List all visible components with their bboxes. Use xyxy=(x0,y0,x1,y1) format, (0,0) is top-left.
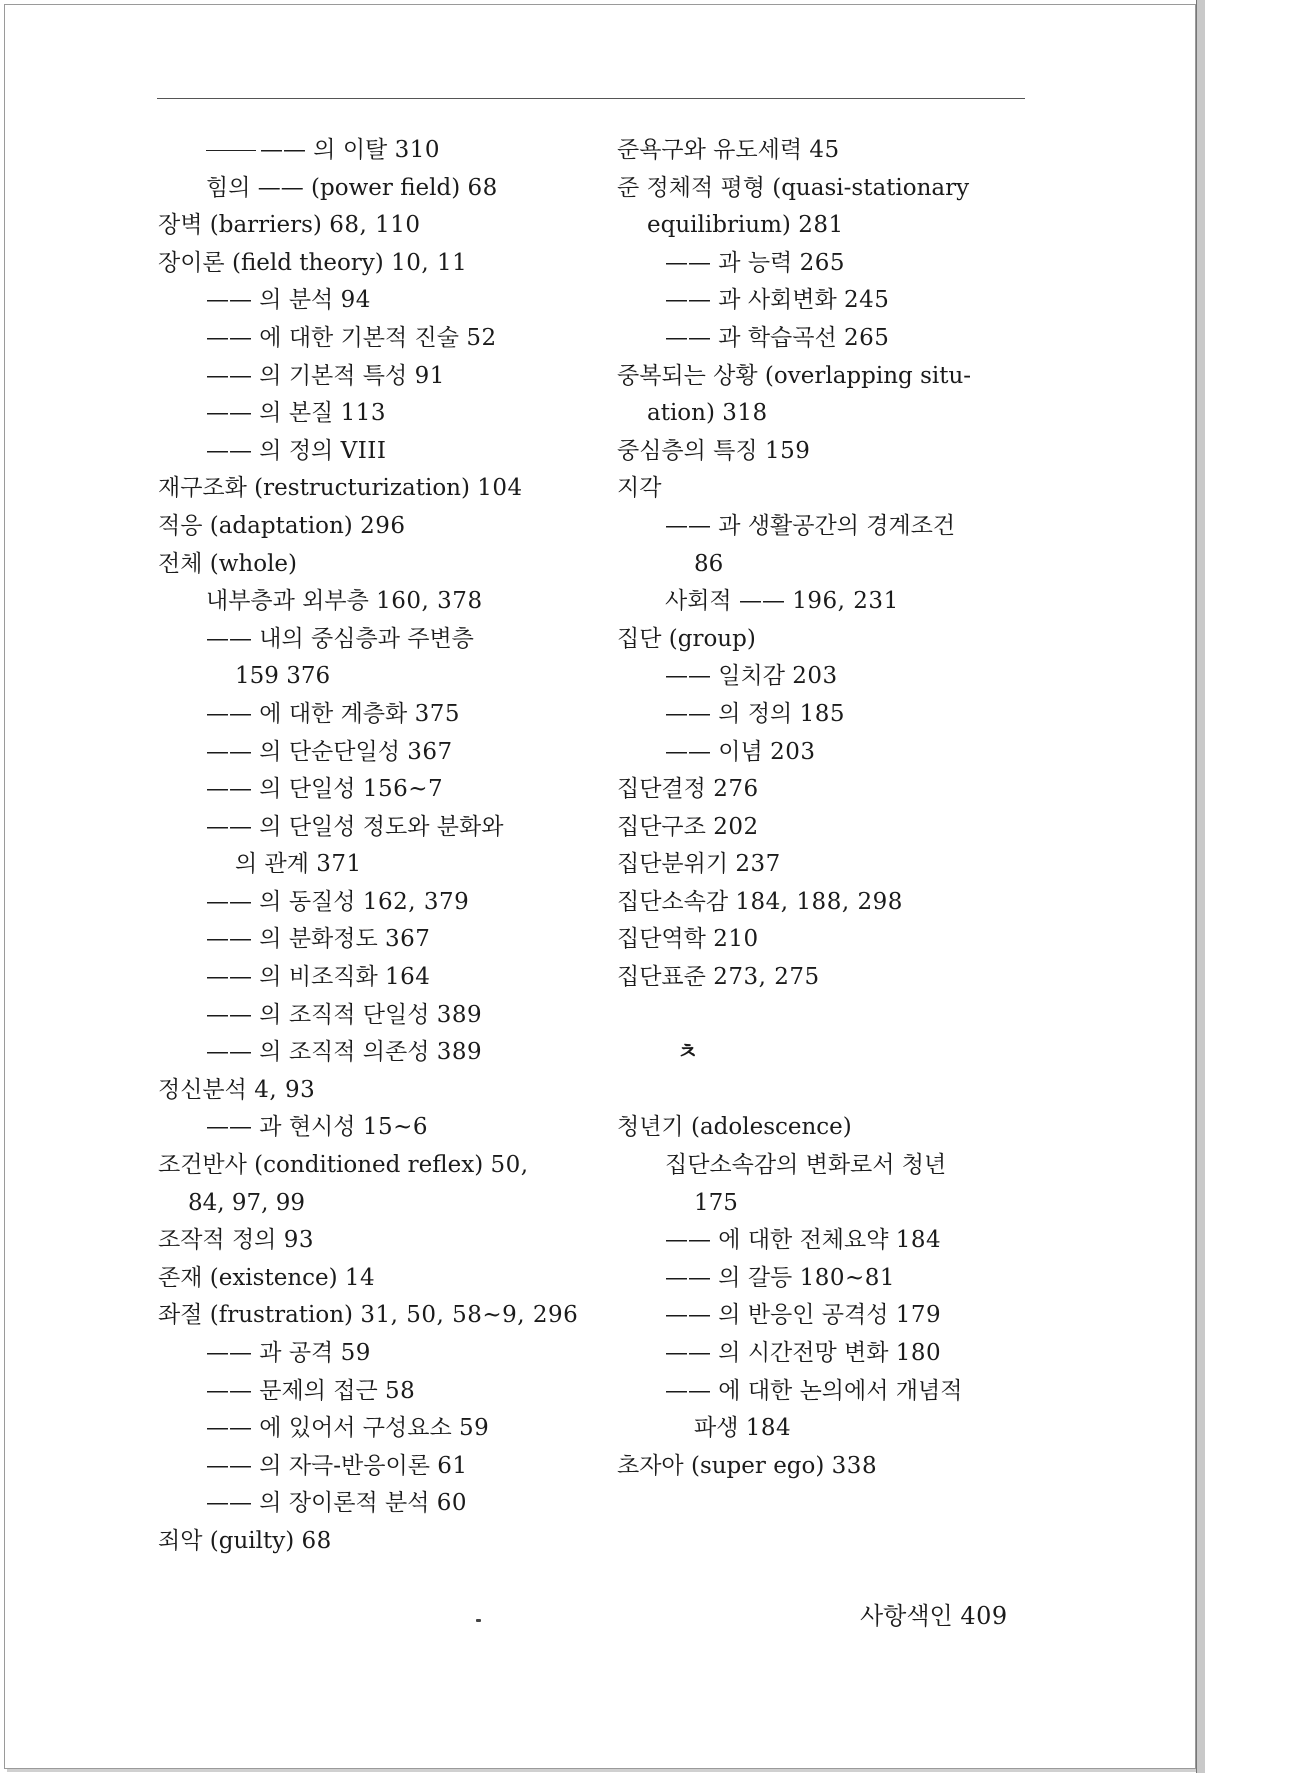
index-entry xyxy=(158,1072,578,1110)
index-entry xyxy=(617,1260,1037,1298)
entry-term: —— 과 능력 xyxy=(665,249,793,276)
entry-pages: 91 xyxy=(414,362,445,389)
entry-pages: 185 xyxy=(799,700,845,727)
index-column-left xyxy=(158,132,578,1561)
index-entry xyxy=(158,170,578,208)
index-entry xyxy=(158,583,578,621)
entry-term: equilibrium) xyxy=(647,212,791,239)
index-entry xyxy=(158,884,578,922)
entry-pages: 45 xyxy=(809,137,840,163)
entry-pages: 184 xyxy=(895,1227,942,1254)
index-entry xyxy=(617,771,1037,809)
entry-term: —— 문제의 접근 xyxy=(206,1377,378,1404)
index-entry xyxy=(158,320,578,358)
index-entry xyxy=(158,696,578,734)
entry-term: 사회적 —— xyxy=(665,588,785,615)
index-entry xyxy=(617,1335,1037,1373)
entry-term: 존재 (existence) xyxy=(158,1264,338,1291)
entry-term: —— 에 있어서 구성요소 xyxy=(206,1415,452,1442)
entry-pages: 202 xyxy=(713,813,759,840)
entry-term: 죄악 (guilty) xyxy=(158,1527,295,1554)
entry-pages: 237 xyxy=(735,851,781,878)
entry-term: 159 376 xyxy=(235,663,331,690)
entry-term: 초자아 (super ego) xyxy=(617,1452,825,1479)
entry-pages: 104 xyxy=(477,475,523,502)
index-entry-continuation xyxy=(617,1185,1037,1223)
entry-term: 적응 (adaptation) xyxy=(158,512,353,539)
index-entry xyxy=(158,809,578,847)
index-entry xyxy=(158,1260,578,1298)
index-entry xyxy=(158,997,578,1035)
entry-pages: 276 xyxy=(713,776,759,803)
index-entry xyxy=(617,358,1037,396)
index-entry xyxy=(617,621,1037,659)
index-entry xyxy=(158,771,578,809)
entry-pages: 265 xyxy=(799,249,845,276)
entry-pages: 367 xyxy=(385,926,431,953)
entry-term: —— 에 대한 전체요약 xyxy=(665,1227,889,1254)
entry-pages: 94 xyxy=(340,287,371,314)
index-entry xyxy=(158,621,578,659)
entry-pages: 156~7 xyxy=(362,776,444,803)
index-entry-continuation xyxy=(617,1410,1037,1448)
entry-term: —— 에 대한 계층화 xyxy=(206,700,408,727)
index-entry-continuation xyxy=(158,658,578,696)
index-entry xyxy=(617,846,1037,884)
index-entry xyxy=(158,282,578,320)
index-entry-continuation xyxy=(617,207,1037,245)
entry-pages: 93 xyxy=(283,1227,314,1254)
index-entry xyxy=(158,1222,578,1260)
entry-pages: 371 xyxy=(316,851,362,878)
entry-pages: 162, 379 xyxy=(362,888,470,915)
index-entry xyxy=(158,470,578,508)
index-entry xyxy=(617,959,1037,997)
entry-term: —— 의 장이론적 분석 xyxy=(206,1490,430,1517)
entry-term: —— 의 시간전망 변화 xyxy=(665,1340,889,1366)
entry-term: —— 과 공격 xyxy=(206,1340,334,1366)
index-entry xyxy=(617,132,1037,170)
entry-term: —— 의 갈등 xyxy=(665,1264,793,1291)
entry-pages: 10, 11 xyxy=(391,249,468,276)
entry-pages: 265 xyxy=(844,324,890,351)
entry-pages: 59 xyxy=(459,1415,490,1442)
index-entry xyxy=(158,358,578,396)
index-entry xyxy=(617,282,1037,320)
entry-term: —— 의 단일성 xyxy=(206,776,356,803)
section-heading xyxy=(617,1034,1037,1072)
entry-pages: 50, xyxy=(490,1152,529,1179)
entry-term: 지각 xyxy=(617,475,662,502)
index-entry xyxy=(158,1335,578,1373)
index-entry xyxy=(617,1373,1037,1411)
entry-term: —— 의 자극-반응이론 xyxy=(206,1452,430,1479)
footer-section-title: 사항색인 xyxy=(860,1602,953,1630)
entry-term: 장이론 (field theory) xyxy=(158,249,384,276)
entry-term: —— 의 본질 xyxy=(206,400,334,427)
index-entry-continuation xyxy=(158,1185,578,1223)
entry-term: —— 의 반응인 공격성 xyxy=(665,1302,889,1329)
index-entry xyxy=(617,1109,1037,1147)
entry-term: 집단소속감의 변화로서 청년 xyxy=(665,1152,947,1179)
index-entry xyxy=(158,395,578,433)
entry-term: —— 과 현시성 xyxy=(206,1114,356,1141)
index-entry xyxy=(158,959,578,997)
entry-pages: 31, 50, 58~9, 296 xyxy=(360,1302,579,1329)
entry-term: 조건반사 (conditioned reflex) xyxy=(158,1152,484,1179)
entry-term: —— 의 동질성 xyxy=(206,888,356,915)
entry-pages: 203 xyxy=(770,738,816,765)
index-entry xyxy=(617,1448,1037,1486)
entry-pages: 281 xyxy=(798,212,844,239)
entry-pages: 389 xyxy=(436,1039,483,1066)
entry-term: —— 의 분석 xyxy=(206,287,334,314)
page-footer xyxy=(860,1596,1008,1631)
index-entry xyxy=(617,1297,1037,1335)
entry-term: 좌절 (frustration) xyxy=(158,1302,354,1329)
index-entry xyxy=(158,1297,578,1335)
entry-term: —— 이념 xyxy=(665,738,763,765)
index-entry xyxy=(617,809,1037,847)
entry-pages: 367 xyxy=(407,738,453,765)
index-entry xyxy=(158,921,578,959)
entry-term: —— 의 조직적 의존성 xyxy=(206,1039,430,1066)
index-entry xyxy=(158,1448,578,1486)
entry-pages: 245 xyxy=(844,287,890,314)
entry-pages: 310 xyxy=(394,137,440,163)
index-entry xyxy=(158,1034,578,1072)
entry-pages: 203 xyxy=(792,663,838,690)
entry-term: —— 일치감 xyxy=(665,663,785,690)
entry-term: —— 의 분화정도 xyxy=(206,926,378,953)
entry-term: 파생 xyxy=(694,1415,739,1442)
entry-term: —— 의 정의 xyxy=(665,700,793,727)
entry-pages: 318 xyxy=(722,400,768,427)
entry-term: 집단표준 xyxy=(617,964,706,991)
entry-term: —— 의 조직적 단일성 xyxy=(206,1001,430,1028)
index-entry xyxy=(158,1109,578,1147)
index-column-right xyxy=(617,132,1037,1485)
index-entry xyxy=(158,132,578,170)
entry-pages: 180 xyxy=(895,1340,942,1366)
page-edge xyxy=(1196,0,1205,1773)
index-entry xyxy=(158,433,578,471)
entry-pages: 68, 110 xyxy=(329,212,421,239)
index-entry-continuation xyxy=(617,395,1037,433)
index-entry xyxy=(158,734,578,772)
index-entry xyxy=(158,1410,578,1448)
entry-pages: 338 xyxy=(831,1452,878,1479)
entry-term: —— 의 이탈 xyxy=(260,137,388,163)
index-entry xyxy=(617,734,1037,772)
entry-term: 집단소속감 xyxy=(617,888,729,915)
index-entry xyxy=(617,1147,1037,1185)
entry-term: —— 과 학습곡선 xyxy=(665,324,837,351)
entry-pages: 60 xyxy=(436,1490,468,1517)
entry-term: —— 내의 중심층과 주변층 xyxy=(206,625,474,652)
entry-pages: 15~6 xyxy=(362,1114,428,1141)
entry-pages: 59 xyxy=(340,1340,371,1366)
entry-term: 집단역학 xyxy=(617,926,706,953)
entry-term: —— 의 정의 xyxy=(206,437,334,464)
entry-pages: 113 xyxy=(340,400,386,427)
entry-pages: 4, 93 xyxy=(254,1076,316,1103)
entry-term: 재구조화 (restructurization) xyxy=(158,475,470,502)
index-entry xyxy=(617,884,1037,922)
entry-term: 84, 97, 99 xyxy=(188,1189,306,1216)
index-entry xyxy=(617,433,1037,471)
index-entry xyxy=(158,546,578,584)
entry-pages: 160, 378 xyxy=(376,588,483,615)
index-entry xyxy=(617,508,1037,546)
index-entry xyxy=(617,320,1037,358)
index-entry xyxy=(617,470,1037,508)
entry-term: 내부층과 외부층 xyxy=(206,588,369,615)
index-entry xyxy=(617,696,1037,734)
entry-term: —— 에 대한 기본적 진술 xyxy=(206,324,459,351)
index-entry xyxy=(158,1147,578,1185)
blank-line xyxy=(617,1072,1037,1110)
entry-pages: 179 xyxy=(895,1302,942,1329)
header-rule xyxy=(157,98,1025,99)
index-entry xyxy=(617,583,1037,621)
section-letter: ㅊ xyxy=(677,1039,699,1066)
entry-term: 전체 (whole) xyxy=(158,550,298,577)
entry-pages: 68 xyxy=(301,1527,332,1554)
index-entry xyxy=(617,921,1037,959)
entry-term: —— 에 대한 논의에서 개념적 xyxy=(665,1377,963,1404)
index-entry-continuation xyxy=(617,546,1037,584)
page-number: 409 xyxy=(960,1602,1008,1630)
entry-term: 준 정체적 평형 (quasi-stationary xyxy=(617,174,970,201)
entry-term: ation) xyxy=(647,400,715,427)
entry-pages: 14 xyxy=(344,1264,376,1291)
index-entry xyxy=(617,245,1037,283)
entry-term: 힘의 —— (power field) xyxy=(206,174,461,201)
entry-term: 준욕구와 유도세력 xyxy=(617,137,803,163)
entry-term: 집단 (group) xyxy=(617,625,756,652)
entry-term: 중심층의 특징 xyxy=(617,437,758,464)
entry-term: 장벽 (barriers) xyxy=(158,212,322,239)
entry-term: 청년기 (adolescence) xyxy=(617,1114,852,1141)
index-entry xyxy=(617,658,1037,696)
entry-term: —— 과 생활공간의 경계조건 xyxy=(665,512,956,539)
entry-pages: 52 xyxy=(466,324,497,351)
entry-term: 집단분위기 xyxy=(617,851,729,878)
index-entry xyxy=(617,1222,1037,1260)
index-entry xyxy=(158,207,578,245)
entry-term: —— 의 비조직화 xyxy=(206,964,378,991)
entry-pages: 180~81 xyxy=(799,1264,896,1291)
blank-line xyxy=(617,997,1037,1035)
entry-pages: VIII xyxy=(340,437,387,464)
entry-term: —— 의 단일성 정도와 분화와 xyxy=(206,813,504,840)
entry-pages: 389 xyxy=(436,1001,483,1028)
entry-pages: 196, 231 xyxy=(792,588,899,615)
print-speck xyxy=(476,1619,481,1622)
entry-term: —— 과 사회변화 xyxy=(665,287,837,314)
entry-term: 조작적 정의 xyxy=(158,1227,277,1254)
entry-term: —— 의 단순단일성 xyxy=(206,738,400,765)
entry-pages: 296 xyxy=(360,512,406,539)
index-entry xyxy=(617,170,1037,208)
entry-term: 175 xyxy=(694,1189,738,1216)
entry-pages: 58 xyxy=(385,1377,416,1404)
entry-pages: 159 xyxy=(764,437,811,464)
index-entry xyxy=(158,1523,578,1561)
entry-term: —— 의 기본적 특성 xyxy=(206,362,408,389)
entry-term: 집단구조 xyxy=(617,813,706,840)
entry-pages: 164 xyxy=(385,964,431,991)
entry-pages: 68 xyxy=(467,174,498,201)
index-entry xyxy=(158,1485,578,1523)
entry-term: 86 xyxy=(694,550,724,577)
entry-pages: 61 xyxy=(437,1452,468,1479)
index-entry-continuation xyxy=(158,846,578,884)
entry-pages: 184, 188, 298 xyxy=(735,888,903,915)
entry-pages: 184 xyxy=(745,1415,792,1442)
entry-term: 중복되는 상황 (overlapping situ- xyxy=(617,362,972,389)
entry-term: 집단결정 xyxy=(617,776,706,803)
entry-term: 정신분석 xyxy=(158,1076,247,1103)
entry-pages: 210 xyxy=(713,926,759,953)
entry-pages: 273, 275 xyxy=(713,964,820,991)
index-entry xyxy=(158,245,578,283)
entry-pages: 375 xyxy=(414,700,460,727)
index-entry xyxy=(158,508,578,546)
index-entry xyxy=(158,1373,578,1411)
entry-term: 의 관계 xyxy=(235,851,309,878)
